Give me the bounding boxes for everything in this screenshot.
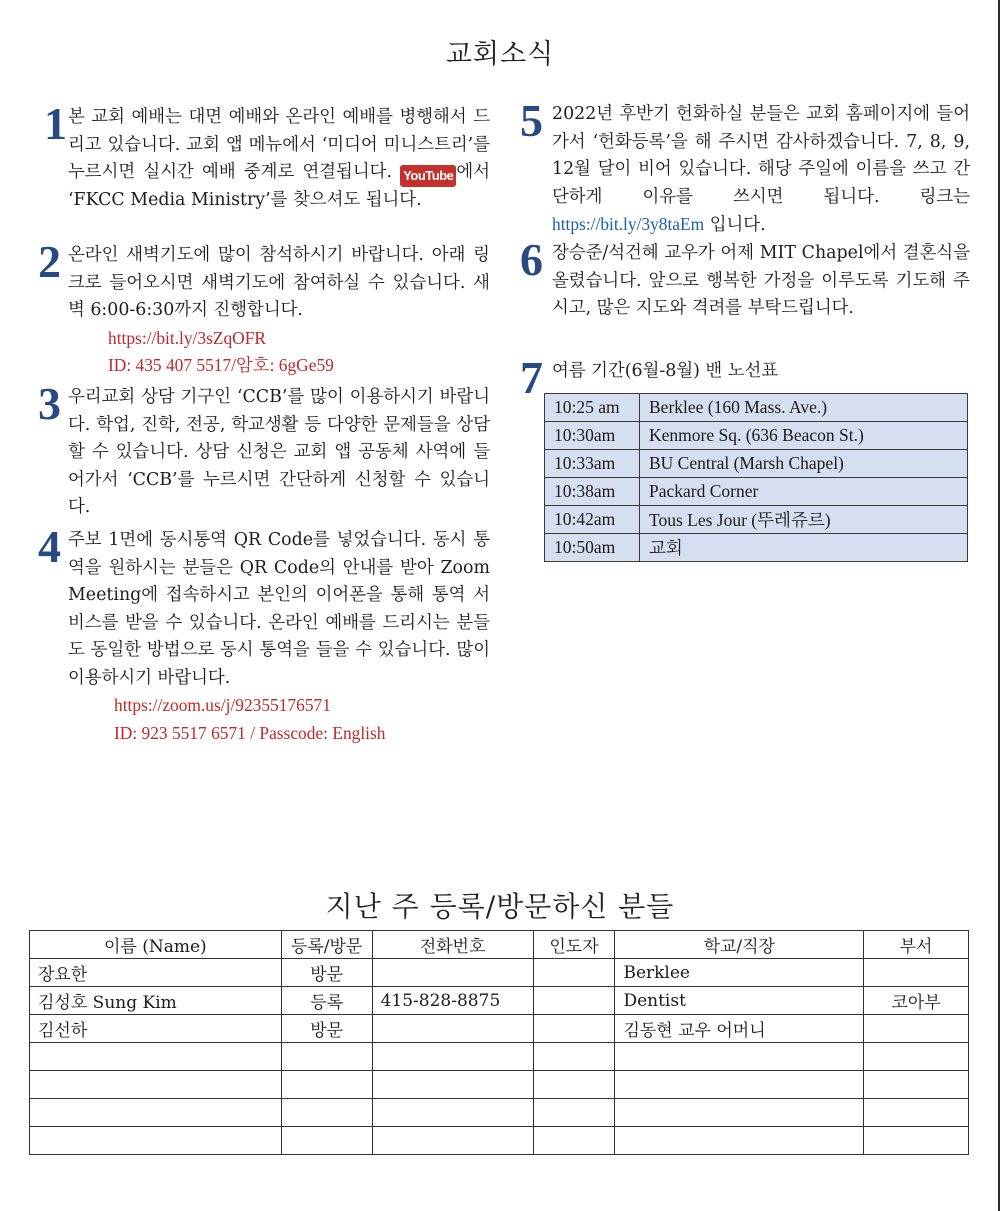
registration-header-cell: 이름 (Name) xyxy=(30,931,282,959)
registration-cell: 김선하 xyxy=(30,1015,282,1043)
news-item-3 xyxy=(38,378,490,522)
item-text: 여름 기간(6월-8월) 밴 노선표 xyxy=(552,361,779,381)
registration-cell xyxy=(533,1015,615,1043)
youtube-logo-icon: YouTube xyxy=(400,165,456,187)
registration-header-cell: 전화번호 xyxy=(372,931,533,959)
news-item-6 xyxy=(520,234,970,323)
schedule-row xyxy=(545,478,968,506)
registration-row xyxy=(30,1127,969,1155)
registration-header-cell: 부서 xyxy=(864,931,969,959)
registration-cell xyxy=(864,1071,969,1099)
page-title: 교회소식 xyxy=(445,39,555,70)
schedule-row xyxy=(545,394,968,422)
schedule-row xyxy=(545,422,968,450)
registration-cell xyxy=(30,1071,282,1099)
registration-cell xyxy=(533,1127,615,1155)
registration-cell xyxy=(281,1071,372,1099)
registration-cell xyxy=(615,1099,864,1127)
registration-cell xyxy=(372,1015,533,1043)
registration-cell xyxy=(615,1043,864,1071)
registration-cell xyxy=(372,1043,533,1071)
registration-cell: 415-828-8875 xyxy=(372,987,533,1015)
schedule-time: 10:42am xyxy=(545,506,640,534)
registration-cell xyxy=(615,1071,864,1099)
registration-cell xyxy=(372,1127,533,1155)
item-text: 우리교회 상담 기구인 ‘CCB’를 많이 이용하시기 바랍니다. 학업, 진학, 전공, 학교생활 등 다양한 문제들을 상담할 수 있습니다. 상담 신청은 교회 앱 공동체 사역에 들어가서 ‘CCB’를 누르시면 간단하게 신청할 수 있습니다. xyxy=(68,387,490,517)
dawn-prayer-link[interactable]: https://bit.ly/3sZqOFR xyxy=(108,327,266,348)
news-item-5 xyxy=(520,95,970,240)
item-number: 3 xyxy=(38,378,61,429)
registration-cell xyxy=(372,959,533,987)
registration-cell xyxy=(615,1127,864,1155)
registration-cell xyxy=(281,1043,372,1071)
registration-table xyxy=(29,930,969,1155)
registration-cell xyxy=(372,1099,533,1127)
registration-row xyxy=(30,1099,969,1127)
schedule-row xyxy=(545,534,968,562)
schedule-stop: 교회 xyxy=(640,534,968,562)
registration-title: 지난 주 등록/방문하신 분들 xyxy=(325,890,675,923)
registration-cell xyxy=(281,1099,372,1127)
registration-cell xyxy=(864,1015,969,1043)
schedule-row xyxy=(545,506,968,534)
registration-row xyxy=(30,1015,969,1043)
news-item-1 xyxy=(44,98,490,215)
schedule-time: 10:25 am xyxy=(545,394,640,422)
registration-cell xyxy=(864,1043,969,1071)
registration-cell xyxy=(864,959,969,987)
schedule-stop: BU Central (Marsh Chapel) xyxy=(640,450,968,478)
zoom-id: ID: 923 5517 6571 / Passcode: English xyxy=(114,722,386,743)
news-item-2 xyxy=(38,236,490,380)
registration-cell: Dentist xyxy=(615,987,864,1015)
registration-row xyxy=(30,959,969,987)
item-text-part: 에서 ‘FKCC Media Ministry’를 찾으셔도 됩니다. xyxy=(68,162,490,210)
registration-cell: 등록 xyxy=(281,987,372,1015)
registration-cell xyxy=(533,959,615,987)
registration-cell xyxy=(30,1043,282,1071)
dawn-prayer-id: ID: 435 407 5517/암호: 6gGe59 xyxy=(108,355,334,375)
flower-registration-link[interactable]: https://bit.ly/3y8taEm xyxy=(552,214,705,234)
registration-cell xyxy=(864,1099,969,1127)
registration-cell: 방문 xyxy=(281,959,372,987)
registration-row xyxy=(30,987,969,1015)
registration-cell xyxy=(864,1127,969,1155)
schedule-time: 10:33am xyxy=(545,450,640,478)
schedule-stop: Berklee (160 Mass. Ave.) xyxy=(640,394,968,422)
registration-cell xyxy=(533,1071,615,1099)
schedule-time: 10:30am xyxy=(545,422,640,450)
schedule-time: 10:50am xyxy=(545,534,640,562)
item-number: 5 xyxy=(520,95,543,146)
zoom-link[interactable]: https://zoom.us/j/92355176571 xyxy=(114,695,331,715)
item-text: 주보 1면에 동시통역 QR Code를 넣었습니다. 동시 통역을 원하시는 분들은 QR Code의 안내를 받아 Zoom Meeting에 접속하시고 본인의 이어폰을 통해 통역 서비스를 받을 수 있습니다. 온라인 예배를 드리시는 분들도 동일한 방법으로 동시 통역을 들을 수 있습니다. 많이 이용하시기 바랍니다. xyxy=(68,530,490,688)
registration-cell xyxy=(281,1127,372,1155)
item-number: 1 xyxy=(44,98,67,149)
schedule-stop: Tous Les Jour (뚜레쥬르) xyxy=(640,506,968,534)
registration-header-row xyxy=(30,931,969,959)
item-text xyxy=(68,104,490,215)
news-item-7 xyxy=(520,352,970,403)
schedule-stop: Kenmore Sq. (636 Beacon St.) xyxy=(640,422,968,450)
registration-cell: 코아부 xyxy=(864,987,969,1015)
item-number: 4 xyxy=(38,521,61,572)
registration-header-cell: 학교/직장 xyxy=(615,931,864,959)
news-item-4 xyxy=(38,521,490,747)
registration-cell: 장요한 xyxy=(30,959,282,987)
registration-header-cell: 등록/방문 xyxy=(281,931,372,959)
registration-cell xyxy=(372,1071,533,1099)
registration-row xyxy=(30,1043,969,1071)
item-number: 7 xyxy=(520,352,543,403)
schedule-stop: Packard Corner xyxy=(640,478,968,506)
registration-cell xyxy=(533,1043,615,1071)
item-text-part: 본 교회 예배는 대면 예배와 온라인 예배를 병행해서 드리고 있습니다. 교회 앱 메뉴에서 ‘미디어 미니스트리’를 누르시면 실시간 예배 중계로 연결됩니다. xyxy=(68,107,490,182)
item-text xyxy=(552,101,970,240)
registration-cell xyxy=(533,987,615,1015)
item-number: 2 xyxy=(38,236,61,287)
item-text: 온라인 새벽기도에 많이 참석하시기 바랍니다. 아래 링크로 들어오시면 새벽기도에 참여하실 수 있습니다. 새벽 6:00-6:30까지 진행합니다. xyxy=(68,245,490,320)
registration-cell xyxy=(30,1099,282,1127)
registration-header-cell: 인도자 xyxy=(533,931,615,959)
registration-cell xyxy=(30,1127,282,1155)
registration-cell xyxy=(533,1099,615,1127)
registration-cell: 김성호 Sung Kim xyxy=(30,987,282,1015)
item-number: 6 xyxy=(520,234,543,285)
schedule-row xyxy=(545,450,968,478)
item-text-part: 2022년 후반기 헌화하실 분들은 교회 홈페이지에 들어가서 ‘헌화등록’을 해 주시면 감사하겠습니다. 7, 8, 9, 12월 달이 비어 있습니다. 해당 주일에 이름을 쓰고 간단하게 이유를 쓰시면 됩니다. 링크는 xyxy=(552,104,970,207)
registration-row xyxy=(30,1071,969,1099)
registration-cell: 김동현 교우 어머니 xyxy=(615,1015,864,1043)
registration-cell: Berklee xyxy=(615,959,864,987)
schedule-time: 10:38am xyxy=(545,478,640,506)
registration-cell: 방문 xyxy=(281,1015,372,1043)
item-text: 장승준/석건혜 교우가 어제 MIT Chapel에서 결혼식을 올렸습니다. 앞으로 행복한 가정을 이루도록 기도해 주시고, 많은 지도와 격려를 부탁드립니다. xyxy=(552,243,970,318)
item-text-part: 입니다. xyxy=(709,215,766,235)
van-schedule-table xyxy=(544,393,968,562)
